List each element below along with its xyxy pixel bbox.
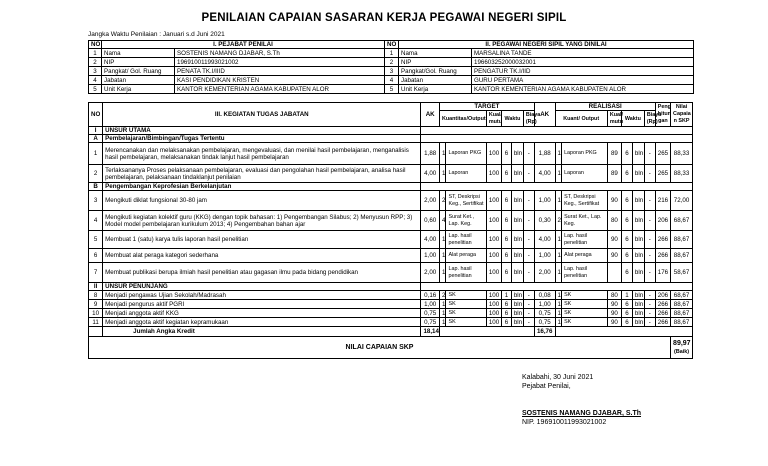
col-realisasi: REALISASI bbox=[555, 103, 655, 111]
row-r-output: SK bbox=[562, 318, 608, 327]
row-output: Surat Ket., Lap. Keg. bbox=[446, 211, 486, 231]
row-r-output: SK bbox=[562, 300, 608, 309]
row-ak: 0,16 bbox=[421, 291, 440, 300]
table-row bbox=[89, 143, 693, 165]
row-r-biaya: - bbox=[644, 291, 655, 300]
row-r-biaya: - bbox=[644, 249, 655, 263]
row-r-biaya: - bbox=[644, 263, 655, 283]
row-r-biaya: - bbox=[644, 165, 655, 183]
row-nilai: 88,67 bbox=[671, 249, 693, 263]
row-waktu-unit: bln bbox=[511, 165, 523, 183]
row-nilai: 58,67 bbox=[671, 263, 693, 283]
row-r-ak: 1,88 bbox=[534, 143, 555, 165]
row-r-waktu: 6 bbox=[621, 191, 632, 211]
section-unsur-penunjang bbox=[89, 283, 693, 291]
row-r-biaya: - bbox=[644, 300, 655, 309]
row-r-waktu-unit: bln bbox=[632, 191, 644, 211]
row-r-ak: 2,00 bbox=[534, 263, 555, 283]
signature-place-date: Kalabahi, 30 Juni 2021 bbox=[522, 374, 594, 381]
row-r-ak: 1,00 bbox=[534, 191, 555, 211]
row-biaya: - bbox=[523, 263, 534, 283]
col-r-kuantitas: Kuant/ Output bbox=[555, 111, 607, 127]
row-r-waktu-unit: bln bbox=[632, 143, 644, 165]
section-filler bbox=[421, 283, 693, 291]
row-r-ak: 0,08 bbox=[534, 291, 555, 300]
row-r-waktu: 6 bbox=[621, 143, 632, 165]
row-waktu: 6 bbox=[502, 263, 512, 283]
row-kegiatan: Menjadi pengurus aktif PGRI bbox=[103, 300, 421, 309]
section-b bbox=[89, 183, 693, 191]
row-perhitungan: 206 bbox=[655, 291, 670, 300]
col-r-mutu: Kual/ mutu bbox=[607, 111, 621, 127]
table-row bbox=[89, 211, 693, 231]
pegawai-no: 4 bbox=[385, 76, 399, 85]
pejabat-no: 5 bbox=[89, 85, 102, 94]
row-r-mutu: 80 bbox=[607, 211, 621, 231]
row-ak: 0,60 bbox=[421, 211, 440, 231]
row-mutu: 100 bbox=[486, 143, 501, 165]
row-ak: 1,00 bbox=[421, 300, 440, 309]
row-r-biaya: - bbox=[644, 211, 655, 231]
row-biaya: - bbox=[523, 143, 534, 165]
col-no: NO bbox=[89, 103, 103, 127]
row-r-qty: 1 bbox=[555, 263, 562, 283]
section-no: I bbox=[89, 127, 103, 135]
row-waktu-unit: bln bbox=[511, 143, 523, 165]
col-kegiatan: III. KEGIATAN TUGAS JABATAN bbox=[103, 103, 421, 127]
table-row bbox=[89, 263, 693, 283]
row-r-waktu: 6 bbox=[621, 231, 632, 249]
row-perhitungan: 206 bbox=[655, 211, 670, 231]
row-nilai: 88,67 bbox=[671, 318, 693, 327]
row-output: SK bbox=[446, 291, 486, 300]
col-r-waktu: Waktu bbox=[621, 111, 644, 127]
pegawai-title: II. PEGAWAI NEGERI SIPIL YANG DINILAI bbox=[399, 41, 694, 49]
row-r-waktu: 1 bbox=[621, 291, 632, 300]
row-waktu: 6 bbox=[502, 191, 512, 211]
table-row bbox=[89, 231, 693, 249]
row-waktu: 6 bbox=[502, 231, 512, 249]
row-qty: 1 bbox=[439, 263, 446, 283]
row-biaya: - bbox=[523, 211, 534, 231]
row-biaya: - bbox=[523, 291, 534, 300]
row-no: 8 bbox=[89, 291, 103, 300]
section-filler bbox=[421, 183, 693, 191]
row-kegiatan: Mengikuti kegiatan kolektif guru (KKG) dengan topik bahasan: 1) Pengembangan Silabus; 2) Menyusun RPP; 3) Model model pembelajaran kurikulum 2013; 4) Pengembahan bahan ajar bbox=[103, 211, 421, 231]
pejabat-no: 4 bbox=[89, 76, 102, 85]
identity-row bbox=[89, 76, 694, 85]
col-kuantitas: Kuantitas/Output bbox=[439, 111, 486, 127]
row-r-output: SK bbox=[562, 309, 608, 318]
row-output: Laporan bbox=[446, 165, 486, 183]
row-ak: 0,75 bbox=[421, 318, 440, 327]
section-no: B bbox=[89, 183, 103, 191]
row-r-ak: 4,00 bbox=[534, 165, 555, 183]
row-waktu: 6 bbox=[502, 309, 512, 318]
row-r-mutu: 90 bbox=[607, 249, 621, 263]
row-r-mutu bbox=[607, 263, 621, 283]
nilai-capaian-value: 89,97 bbox=[673, 339, 691, 347]
row-waktu: 6 bbox=[502, 211, 512, 231]
pegawai-value: PENGATUR TK.I/IID bbox=[472, 67, 694, 76]
row-r-output: Surat Ket., Lap. Keg. bbox=[562, 211, 608, 231]
table-row bbox=[89, 191, 693, 211]
row-output: Lap. hasil penelitian bbox=[446, 231, 486, 249]
row-r-waktu: 6 bbox=[621, 263, 632, 283]
row-r-ak: 0,75 bbox=[534, 318, 555, 327]
row-r-waktu-unit: bln bbox=[632, 318, 644, 327]
row-nilai: 68,67 bbox=[671, 211, 693, 231]
identity-row bbox=[89, 67, 694, 76]
signature-name: SOSTENIS NAMANG DJABAR, S.Th bbox=[522, 410, 642, 417]
identity-row bbox=[89, 58, 694, 67]
assessment-period: Jangka Waktu Penilaian : Januari s.d Juni 2021 bbox=[88, 31, 225, 38]
row-r-mutu: 90 bbox=[607, 309, 621, 318]
col-nilai: Nilai Capaia n SKP bbox=[671, 103, 693, 127]
row-mutu: 100 bbox=[486, 309, 501, 318]
row-r-waktu-unit: bln bbox=[632, 300, 644, 309]
row-r-mutu: 80 bbox=[607, 291, 621, 300]
row-perhitungan: 265 bbox=[655, 165, 670, 183]
section-label: Pengembangan Keprofesian Berkelanjutan bbox=[103, 183, 421, 191]
pejabat-no: 1 bbox=[89, 49, 102, 58]
section-label: Pembelajaran/Bimbingan/Tugas Tertentu bbox=[103, 135, 421, 143]
pegawai-label: Pangkat/Gol. Ruang bbox=[399, 67, 472, 76]
table-row bbox=[89, 300, 693, 309]
row-nilai: 88,67 bbox=[671, 231, 693, 249]
row-kegiatan: Menjadi anggota aktif kegiatan kepramukaan bbox=[103, 318, 421, 327]
row-biaya: - bbox=[523, 191, 534, 211]
row-waktu-unit: bln bbox=[511, 191, 523, 211]
row-nilai: 72,00 bbox=[671, 191, 693, 211]
row-waktu-unit: bln bbox=[511, 309, 523, 318]
row-r-mutu: 89 bbox=[607, 143, 621, 165]
pejabat-value: SOSTENIS NAMANG DJABAR, S.Th bbox=[175, 49, 385, 58]
pejabat-no: 3 bbox=[89, 67, 102, 76]
row-r-output: ST, Deskripsi Keg., Sertifikat bbox=[562, 191, 608, 211]
row-r-output: Alat peraga bbox=[562, 249, 608, 263]
row-waktu: 6 bbox=[502, 165, 512, 183]
row-r-qty: 1 bbox=[555, 309, 562, 318]
row-mutu: 100 bbox=[486, 231, 501, 249]
col-waktu: Waktu bbox=[502, 111, 524, 127]
page-title: PENILAIAN CAPAIAN SASARAN KERJA PEGAWAI NEGERI SIPIL bbox=[201, 12, 567, 24]
table-row bbox=[89, 309, 693, 318]
row-output: Lap. hasil penelitian bbox=[446, 263, 486, 283]
table-row bbox=[89, 318, 693, 327]
row-r-qty: 2 bbox=[555, 211, 562, 231]
row-ak: 2,00 bbox=[421, 263, 440, 283]
header-no: NO bbox=[89, 41, 102, 49]
row-r-waktu-unit: bln bbox=[632, 263, 644, 283]
row-no: 1 bbox=[89, 143, 103, 165]
pejabat-value: KASI PENDIDIKAN KRISTEN bbox=[175, 76, 385, 85]
row-r-biaya: - bbox=[644, 318, 655, 327]
table-row bbox=[89, 165, 693, 183]
row-mutu: 100 bbox=[486, 263, 501, 283]
row-waktu-unit: bln bbox=[511, 300, 523, 309]
total-ak: 18,14 bbox=[421, 327, 440, 337]
row-r-waktu: 6 bbox=[621, 309, 632, 318]
row-r-waktu-unit: bln bbox=[632, 211, 644, 231]
section-filler bbox=[421, 135, 693, 143]
pejabat-value: 196910011993021002 bbox=[175, 58, 385, 67]
row-qty: 2 bbox=[439, 291, 446, 300]
row-qty: 1 bbox=[439, 165, 446, 183]
row-waktu: 1 bbox=[502, 291, 512, 300]
row-ak: 0,75 bbox=[421, 309, 440, 318]
row-kegiatan: Menjadi anggota aktif KKG bbox=[103, 309, 421, 318]
row-r-ak: 1,00 bbox=[534, 300, 555, 309]
row-perhitungan: 265 bbox=[655, 143, 670, 165]
section-no: A bbox=[89, 135, 103, 143]
row-r-qty: 1 bbox=[555, 300, 562, 309]
row-r-mutu: 89 bbox=[607, 165, 621, 183]
row-qty: 1 bbox=[439, 231, 446, 249]
pegawai-label: Nama bbox=[399, 49, 472, 58]
row-kegiatan: Membuat alat peraga kategori sederhana bbox=[103, 249, 421, 263]
pegawai-no: 5 bbox=[385, 85, 399, 94]
row-output: ST, Deskripsi Keg., Sertifikat bbox=[446, 191, 486, 211]
row-r-qty: 1 bbox=[555, 249, 562, 263]
row-qty: 1 bbox=[439, 300, 446, 309]
total-rak: 16,76 bbox=[534, 327, 555, 337]
pejabat-value: PENATA TK.I/IIID bbox=[175, 67, 385, 76]
row-r-mutu: 90 bbox=[607, 231, 621, 249]
row-perhitungan: 266 bbox=[655, 318, 670, 327]
row-kegiatan: Merencanakan dan melaksanakan pembelajaran, mengevaluasi, dan menilai hasil pembelajaran, menganalisis hasil pembelajaran, melaksanakan tindak lanjut hasil pembelajaran bbox=[103, 143, 421, 165]
row-mutu: 100 bbox=[486, 318, 501, 327]
row-ak: 1,88 bbox=[421, 143, 440, 165]
row-biaya: - bbox=[523, 231, 534, 249]
row-r-waktu: 6 bbox=[621, 300, 632, 309]
row-r-qty: 1 bbox=[555, 165, 562, 183]
nilai-capaian-label: NILAI CAPAIAN SKP bbox=[89, 337, 671, 359]
row-mutu: 100 bbox=[486, 291, 501, 300]
signature-role: Pejabat Penilai, bbox=[522, 383, 571, 390]
row-mutu: 100 bbox=[486, 300, 501, 309]
row-waktu-unit: bln bbox=[511, 211, 523, 231]
row-qty: 2 bbox=[439, 191, 446, 211]
row-waktu-unit: bln bbox=[511, 263, 523, 283]
row-r-waktu: 6 bbox=[621, 165, 632, 183]
pejabat-value: KANTOR KEMENTERIAN AGAMA KABUPATEN ALOR bbox=[175, 85, 385, 94]
section-a bbox=[89, 135, 693, 143]
row-perhitungan: 266 bbox=[655, 231, 670, 249]
nilai-predikat: (Baik) bbox=[674, 348, 690, 355]
table-row bbox=[89, 291, 693, 300]
row-no: 2 bbox=[89, 165, 103, 183]
row-r-waktu-unit: bln bbox=[632, 291, 644, 300]
row-r-waktu-unit: bln bbox=[632, 231, 644, 249]
row-kegiatan: Membuat publikasi berupa ilmiah hasil penelitian atau gagasan ilmu pada bidang pendidikan bbox=[103, 263, 421, 283]
pejabat-no: 2 bbox=[89, 58, 102, 67]
row-qty: 1 bbox=[439, 318, 446, 327]
row-nilai: 88,67 bbox=[671, 309, 693, 318]
row-r-biaya: - bbox=[644, 143, 655, 165]
signature-nip: NIP. 196910011993021002 bbox=[522, 419, 607, 426]
row-mutu: 100 bbox=[486, 191, 501, 211]
pejabat-label: NIP bbox=[102, 58, 175, 67]
pejabat-label: Nama bbox=[102, 49, 175, 58]
section-label: UNSUR PENUNJANG bbox=[103, 283, 421, 291]
pegawai-value: 196603252000032001 bbox=[472, 58, 694, 67]
row-output: SK bbox=[446, 318, 486, 327]
row-r-qty: 1 bbox=[555, 291, 562, 300]
row-kegiatan: Terlaksananya Proses pelaksanaan pembelajaran, evaluasi dan pengolahan hasil pembelajaran, analisa hasil pembelajaran, pelaksanaan tindaklanjut penilaian bbox=[103, 165, 421, 183]
row-r-mutu: 90 bbox=[607, 191, 621, 211]
section-no: II bbox=[89, 283, 103, 291]
total-label: Jumlah Angka Kredit bbox=[103, 327, 421, 337]
row-r-ak: 4,00 bbox=[534, 231, 555, 249]
section-filler bbox=[421, 127, 693, 135]
row-biaya: - bbox=[523, 165, 534, 183]
row-mutu: 100 bbox=[486, 249, 501, 263]
pejabat-label: Jabatan bbox=[102, 76, 175, 85]
pegawai-value: KANTOR KEMENTERIAN AGAMA KABUPATEN ALOR bbox=[472, 85, 694, 94]
row-mutu: 100 bbox=[486, 165, 501, 183]
row-kegiatan: Membuat 1 (satu) karya tulis laporan hasil penelitian bbox=[103, 231, 421, 249]
row-output: Laporan PKG bbox=[446, 143, 486, 165]
row-r-mutu: 90 bbox=[607, 300, 621, 309]
row-waktu: 6 bbox=[502, 143, 512, 165]
row-r-waktu: 6 bbox=[621, 211, 632, 231]
skp-table bbox=[88, 102, 693, 359]
col-perhitungan: Peng hitun gan bbox=[655, 103, 670, 127]
pejabat-label: Unit Kerja bbox=[102, 85, 175, 94]
col-target: TARGET bbox=[439, 103, 534, 111]
row-qty: 1 bbox=[439, 309, 446, 318]
row-no: 3 bbox=[89, 191, 103, 211]
section-unsur-utama bbox=[89, 127, 693, 135]
pejabat-label: Pangkat/ Gol. Ruang bbox=[102, 67, 175, 76]
row-waktu-unit: bln bbox=[511, 291, 523, 300]
row-no: 5 bbox=[89, 231, 103, 249]
header-no-2: NO bbox=[385, 41, 399, 49]
row-waktu: 6 bbox=[502, 249, 512, 263]
row-kegiatan: Menjadi pengawas Ujian Sekolah/Madrasah bbox=[103, 291, 421, 300]
pegawai-label: Jabatan bbox=[399, 76, 472, 85]
pegawai-label: NIP bbox=[399, 58, 472, 67]
row-no: 6 bbox=[89, 249, 103, 263]
nilai-capaian-box bbox=[671, 337, 693, 359]
row-r-biaya: - bbox=[644, 231, 655, 249]
row-r-output: Lap. hasil penelitian bbox=[562, 231, 608, 249]
row-no: 10 bbox=[89, 309, 103, 318]
row-perhitungan: 266 bbox=[655, 300, 670, 309]
row-mutu: 100 bbox=[486, 211, 501, 231]
row-ak: 4,00 bbox=[421, 165, 440, 183]
col-ak: AK bbox=[421, 103, 440, 127]
row-r-waktu-unit: bln bbox=[632, 249, 644, 263]
col-mutu: Kual/ mutu bbox=[486, 111, 501, 127]
row-r-qty: 1 bbox=[555, 143, 562, 165]
row-waktu-unit: bln bbox=[511, 231, 523, 249]
pegawai-value: GURU PERTAMA bbox=[472, 76, 694, 85]
row-output: SK bbox=[446, 300, 486, 309]
row-biaya: - bbox=[523, 309, 534, 318]
row-r-qty: 1 bbox=[555, 231, 562, 249]
row-r-waktu: 6 bbox=[621, 318, 632, 327]
row-perhitungan: 266 bbox=[655, 309, 670, 318]
row-r-ak: 1,00 bbox=[534, 249, 555, 263]
row-r-biaya: - bbox=[644, 309, 655, 318]
row-qty: 1 bbox=[439, 249, 446, 263]
pegawai-value: MARSALINA TANDE bbox=[472, 49, 694, 58]
row-perhitungan: 176 bbox=[655, 263, 670, 283]
row-nilai: 88,33 bbox=[671, 165, 693, 183]
row-perhitungan: 266 bbox=[655, 249, 670, 263]
row-ak: 1,00 bbox=[421, 249, 440, 263]
pejabat-title: I. PEJABAT PENILAI bbox=[102, 41, 385, 49]
row-waktu-unit: bln bbox=[511, 318, 523, 327]
row-biaya: - bbox=[523, 318, 534, 327]
row-output: Alat peraga bbox=[446, 249, 486, 263]
row-r-waktu-unit: bln bbox=[632, 309, 644, 318]
row-perhitungan: 216 bbox=[655, 191, 670, 211]
row-kegiatan: Mengikuti diklat fungsional 30-80 jam bbox=[103, 191, 421, 211]
row-qty: 1 bbox=[439, 143, 446, 165]
row-nilai: 88,33 bbox=[671, 143, 693, 165]
row-qty: 4 bbox=[439, 211, 446, 231]
row-output: SK bbox=[446, 309, 486, 318]
row-r-output: Laporan PKG bbox=[562, 143, 608, 165]
row-waktu: 6 bbox=[502, 300, 512, 309]
row-r-output: SK bbox=[562, 291, 608, 300]
row-biaya: - bbox=[523, 300, 534, 309]
identity-row bbox=[89, 85, 694, 94]
row-r-ak: 0,30 bbox=[534, 211, 555, 231]
identity-table bbox=[88, 40, 694, 94]
row-no: 11 bbox=[89, 318, 103, 327]
row-ak: 4,00 bbox=[421, 231, 440, 249]
row-waktu: 6 bbox=[502, 318, 512, 327]
row-no: 9 bbox=[89, 300, 103, 309]
pegawai-no: 2 bbox=[385, 58, 399, 67]
row-r-waktu: 6 bbox=[621, 249, 632, 263]
row-r-mutu: 90 bbox=[607, 318, 621, 327]
pegawai-no: 3 bbox=[385, 67, 399, 76]
row-no: 4 bbox=[89, 211, 103, 231]
row-r-output: Laporan bbox=[562, 165, 608, 183]
row-r-waktu-unit: bln bbox=[632, 165, 644, 183]
row-no: 7 bbox=[89, 263, 103, 283]
col-ak-realisasi: AK bbox=[534, 103, 555, 127]
row-r-biaya: - bbox=[644, 191, 655, 211]
pegawai-label: Unit Kerja bbox=[399, 85, 472, 94]
row-nilai: 68,67 bbox=[671, 291, 693, 300]
row-r-qty: 1 bbox=[555, 191, 562, 211]
pegawai-no: 1 bbox=[385, 49, 399, 58]
row-waktu-unit: bln bbox=[511, 249, 523, 263]
row-biaya: - bbox=[523, 249, 534, 263]
row-r-qty: 1 bbox=[555, 318, 562, 327]
row-nilai: 88,67 bbox=[671, 300, 693, 309]
col-r-biaya: Biaya (Rp) bbox=[644, 111, 655, 127]
section-label: UNSUR UTAMA bbox=[103, 127, 421, 135]
row-ak: 2,00 bbox=[421, 191, 440, 211]
col-biaya: Biaya (Rp) bbox=[523, 111, 534, 127]
identity-row bbox=[89, 49, 694, 58]
row-r-ak: 0,75 bbox=[534, 309, 555, 318]
table-row bbox=[89, 249, 693, 263]
row-r-output: Lap. hasil penelitian bbox=[562, 263, 608, 283]
